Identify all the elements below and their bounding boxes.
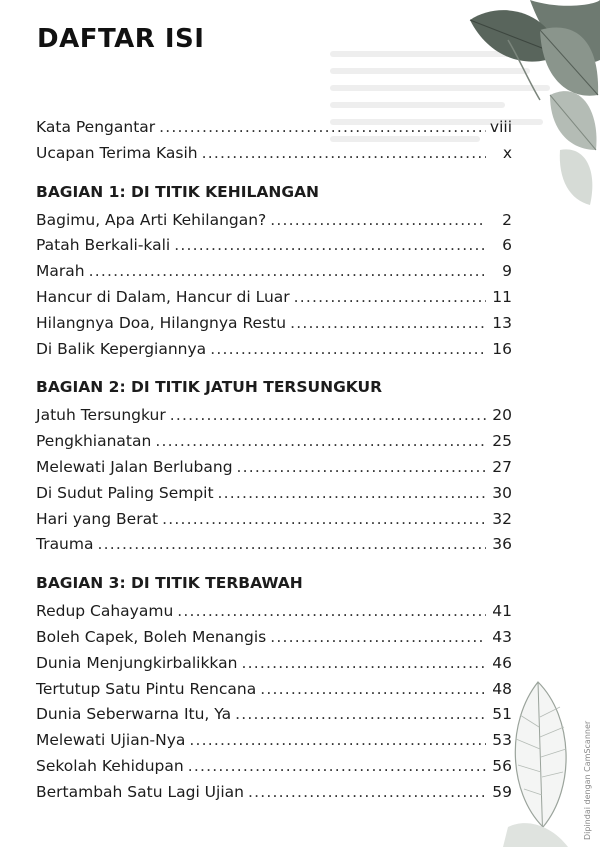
toc-entry — [36, 535, 512, 561]
toc-entry-title: Hari yang Berat — [36, 509, 159, 528]
table-of-contents — [36, 118, 512, 809]
toc-entry-title: Melewati Jalan Berlubang — [36, 457, 233, 476]
toc-entry-title: Kata Pengantar — [36, 118, 156, 136]
toc-entry — [36, 680, 512, 706]
toc-entry-page-number: 59 — [492, 782, 512, 801]
toc-entry-page-number: 32 — [492, 509, 512, 528]
dot-leader — [97, 535, 486, 553]
dot-leader — [237, 458, 486, 476]
toc-entry-title: Bertambah Satu Lagi Ujian — [36, 782, 244, 801]
toc-entry-page-number: 2 — [502, 210, 512, 229]
toc-entry-page-number: 51 — [492, 705, 512, 724]
toc-entry — [36, 432, 512, 458]
section-heading: BAGIAN 2: DI TITIK JATUH TERSUNGKUR — [36, 378, 383, 397]
toc-entry — [36, 144, 512, 170]
toc-entry-page-number: 46 — [492, 653, 512, 672]
toc-entry-page-number: 41 — [492, 602, 512, 621]
toc-entry-page-number: 13 — [492, 313, 512, 332]
toc-entry-title: Trauma — [36, 535, 94, 554]
dot-leader — [270, 628, 486, 646]
toc-entry-title: Hilangnya Doa, Hilangnya Restu — [36, 313, 287, 332]
toc-entry-page-number: 9 — [502, 262, 512, 281]
toc-entry — [36, 602, 512, 628]
toc-entry-page-number: 25 — [492, 432, 512, 451]
toc-entry — [36, 314, 512, 340]
toc-entry-page-number: x — [502, 143, 512, 162]
dot-leader — [159, 118, 486, 136]
toc-entry-title: Jatuh Tersungkur — [36, 406, 166, 425]
toc-entry-title: Redup Cahayamu — [36, 602, 174, 621]
dot-leader — [248, 783, 486, 801]
dot-leader — [270, 211, 486, 229]
dot-leader — [170, 406, 486, 424]
toc-section — [36, 183, 512, 366]
scanner-watermark: Dipindai dengan CamScanner — [583, 720, 592, 840]
dot-leader — [162, 510, 486, 528]
dot-leader — [177, 602, 486, 620]
toc-entry-title: Dunia Seberwarna Itu, Ya — [36, 705, 232, 724]
toc-entry-title: Pengkhianatan — [36, 432, 152, 451]
toc-entry-page-number: 30 — [492, 483, 512, 502]
toc-entry — [36, 406, 512, 432]
toc-entry-page-number: viii — [489, 118, 512, 136]
toc-entry — [36, 757, 512, 783]
toc-entry — [36, 340, 512, 366]
toc-entry-page-number: 48 — [492, 679, 512, 698]
toc-sections — [36, 183, 512, 809]
toc-entry-page-number: 53 — [492, 731, 512, 750]
dot-leader — [241, 654, 486, 672]
dot-leader — [235, 705, 486, 723]
section-heading: BAGIAN 3: DI TITIK TERBAWAH — [36, 574, 303, 593]
front-matter — [36, 118, 512, 170]
toc-entry-title: Ucapan Terima Kasih — [36, 143, 198, 162]
dot-leader — [290, 314, 486, 332]
toc-entry-title: Marah — [36, 262, 85, 281]
toc-entry-page-number: 16 — [492, 339, 512, 358]
page-title: DAFTAR ISI — [37, 24, 205, 54]
toc-entry — [36, 236, 512, 262]
toc-entry-title: Patah Berkali-kali — [36, 236, 171, 255]
toc-entry — [36, 731, 512, 757]
toc-entry-title: Di Balik Kepergiannya — [36, 339, 207, 358]
toc-entry — [36, 262, 512, 288]
toc-entry-page-number: 20 — [492, 406, 512, 425]
dot-leader — [155, 432, 486, 450]
toc-entry-title: Sekolah Kehidupan — [36, 756, 184, 775]
toc-entry — [36, 118, 512, 144]
dot-leader — [260, 680, 486, 698]
toc-entry-page-number: 27 — [492, 457, 512, 476]
dot-leader — [294, 288, 486, 306]
toc-entry — [36, 288, 512, 314]
dot-leader — [202, 144, 486, 162]
toc-entry-page-number: 43 — [492, 627, 512, 646]
dot-leader — [89, 262, 486, 280]
toc-entry — [36, 628, 512, 654]
toc-entry-title: Dunia Menjungkirbalikkan — [36, 653, 238, 672]
toc-entry — [36, 783, 512, 809]
toc-entry-title: Tertutup Satu Pintu Rencana — [36, 679, 257, 698]
toc-entry-page-number: 36 — [492, 535, 512, 554]
toc-entry-page-number: 56 — [492, 756, 512, 775]
section-heading: BAGIAN 1: DI TITIK KEHILANGAN — [36, 182, 320, 201]
toc-entry-page-number: 11 — [492, 287, 512, 306]
dot-leader — [210, 340, 486, 358]
toc-entry-title: Bagimu, Apa Arti Kehilangan? — [36, 210, 267, 229]
toc-section — [36, 378, 512, 561]
dot-leader — [174, 236, 486, 254]
toc-entry-title: Hancur di Dalam, Hancur di Luar — [36, 287, 290, 306]
dot-leader — [189, 731, 486, 749]
dot-leader — [218, 484, 486, 502]
toc-entry-title: Boleh Capek, Boleh Menangis — [36, 627, 267, 646]
toc-entry — [36, 484, 512, 510]
toc-entry — [36, 458, 512, 484]
toc-entry-title: Melewati Ujian-Nya — [36, 731, 186, 750]
toc-entry — [36, 510, 512, 536]
toc-entry — [36, 705, 512, 731]
dot-leader — [188, 757, 486, 775]
toc-entry — [36, 654, 512, 680]
toc-section — [36, 574, 512, 808]
toc-entry-title: Di Sudut Paling Sempit — [36, 483, 214, 502]
toc-entry — [36, 211, 512, 237]
toc-entry-page-number: 6 — [502, 236, 512, 255]
